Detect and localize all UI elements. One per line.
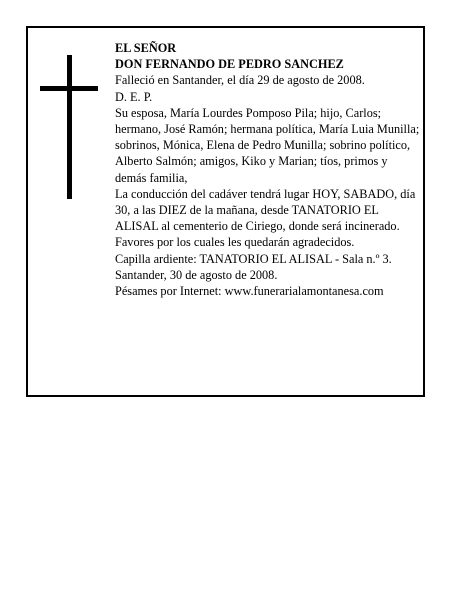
death-announcement: Falleció en Santander, el día 29 de agosto de 2008. (115, 73, 365, 88)
chapel-paragraph: Capilla ardiente: TANATORIO EL ALISAL - Sala n.º 3. (115, 251, 392, 266)
heading-line-1: EL SEÑOR (115, 41, 177, 55)
condolences-line: Pésames por Internet: www.funerarialamontanesa.com (115, 284, 384, 299)
cross-icon (40, 55, 98, 199)
notice-text (115, 40, 421, 299)
place-date: Santander, 30 de agosto de 2008. (115, 267, 278, 282)
cross-horizontal-bar (40, 86, 98, 91)
funeral-paragraph: La conducción del cadáver tendrá lugar HOY, SABADO, día 30, a las DIEZ de la mañana, desde TANATORIO EL ALISAL al cementerio de Ciriego, donde será incinerado. Favores por los cuales les quedarán agradecidos. (115, 186, 416, 250)
cross-vertical-bar (67, 55, 72, 199)
family-paragraph: Su esposa, María Lourdes Pomposo Pila; hijo, Carlos; hermano, José Ramón; hermana política, María Luia Munilla; sobrinos, Mónica, Elena de Pedro Munilla; sobrino político, Alberto Salmón; amigos, Kiko y Marian; tíos, primos y demás familia, (115, 105, 420, 185)
deceased-name: DON FERNANDO DE PEDRO SANCHEZ (115, 57, 344, 72)
obituary-notice (26, 26, 425, 397)
dep-line: D. E. P. (115, 89, 153, 104)
